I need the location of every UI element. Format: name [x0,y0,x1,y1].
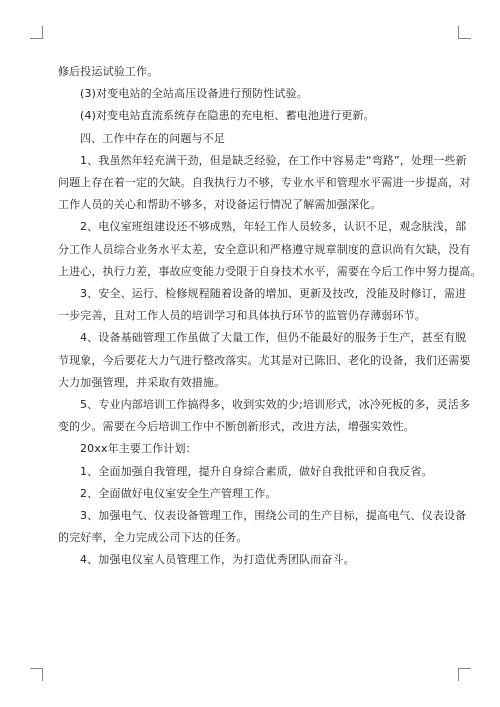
text-line: 1、全面加强自我管理，提升自身综合素质，做好自我批评和自我反省。 [80,464,433,478]
text-line: 变的少。需要在今后培训工作中不断创新形式，改进方法，增强实效性。 [58,420,415,434]
crop-mark-top-right [458,26,471,39]
text-line: 3、安全、运行、检修规程随着设备的增加、更新及技改，没能及时修订，需进 [80,287,467,301]
text-line: 4、设备基础管理工作虽做了大量工作，但仍不能最好的服务于生产，甚至有脱 [80,331,467,345]
text-line: 2、全面做好电仪室安全生产管理工作。 [80,486,277,500]
crop-mark-bottom-right [458,668,471,681]
document-body [58,61,482,572]
text-line: 2、电仪室班组建设还不够成熟，年轻工作人员较多，认识不足，观念肤浅，部 [80,220,467,234]
text-line: 上进心，执行力差，事故应变能力受限于自身技术水平，需要在今后工作中努力提高。 [58,264,482,278]
text-line: 修后投运试验工作。 [58,65,159,78]
text-line: 3、加强电气、仪表设备管理工作，围绕公司的生产目标，提高电气、仪表设备 [80,509,467,523]
text-line: 节现象，今后要花大力气进行整改落实。尤其是对已陈旧、老化的设备，我们还需要 [58,353,471,367]
text-line: 20xx年主要工作计划： [80,442,197,456]
text-line: 的完好率，全力完成公司下达的任务。 [58,531,248,545]
text-line: 工作人员的关心和帮助不够多，对设备运行情况了解需加强深化。 [58,198,382,212]
crop-mark-bottom-left [30,668,43,681]
text-line: 问题上存在着一定的欠缺。自我执行力不够，专业水平和管理水平需进一步提高，对 [58,176,471,190]
text-line: (4)对变电站直流系统存在隐患的充电柜、蓄电池进行更新。 [80,109,375,123]
text-line: 分工作人员综合业务水平太差，安全意识和严格遵守规章制度的意识尚有欠缺，没有 [58,242,471,256]
text-line: 四、工作中存在的问题与不足 [80,131,225,145]
text-line: 一步完善，且对工作人员的培训学习和具体执行环节的监管仍存薄弱环节。 [58,309,426,323]
text-line: 5、专业内部培训工作搞得多，收到实效的少;培训形式，冰冷死板的多，灵活多 [80,398,471,412]
text-line: (3)对变电站的全站高压设备进行预防性试验。 [80,87,308,101]
crop-mark-top-left [30,26,43,39]
text-line: 大力加强管理，并采取有效措施。 [58,375,226,389]
text-line: 4、加强电仪室人员管理工作，为打造优秀团队而奋斗。 [80,553,355,567]
text-line: 1、我虽然年轻充满干劲，但是缺乏经验，在工作中容易走“弯路”，处理一些新 [80,153,467,167]
